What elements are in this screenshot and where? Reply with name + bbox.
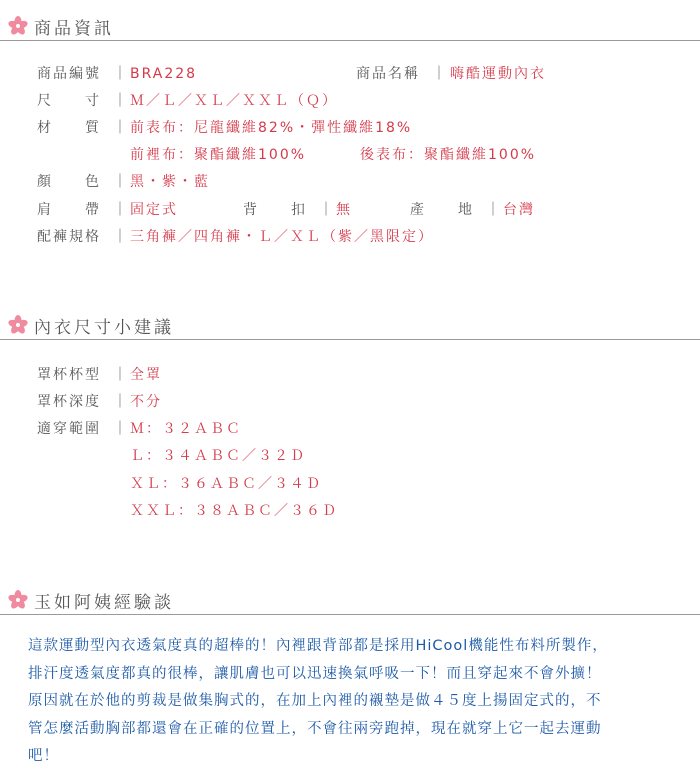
value-fit-range-l: Ｌ：３４ＡＢＣ／３２Ｄ xyxy=(130,448,306,464)
value-cup-type: 全罩 xyxy=(130,367,162,383)
row-fit-range xyxy=(0,419,700,439)
separator: ｜ xyxy=(319,202,335,218)
section-title: 玉如阿姨經驗談 xyxy=(34,593,174,613)
review-line: 吧！ xyxy=(28,748,59,764)
value-fit-range-xl: ＸＬ：３６ＡＢＣ／３４Ｄ xyxy=(130,476,322,492)
value-fit-range-m: Ｍ：３２ＡＢＣ xyxy=(130,421,242,437)
value-material-front-outer: 前表布：尼龍纖維82%・彈性纖維18% xyxy=(130,120,413,136)
separator: ｜ xyxy=(113,120,129,136)
label-size: 尺 寸 xyxy=(37,93,101,109)
row-panty xyxy=(0,227,700,247)
value-clasp: 無 xyxy=(336,202,352,218)
label-product-code: 商品編號 xyxy=(37,66,101,82)
value-origin: 台灣 xyxy=(503,202,535,218)
row-cup-depth xyxy=(0,392,700,412)
value-cup-depth: 不分 xyxy=(130,394,162,410)
row-material xyxy=(0,118,700,138)
separator: ｜ xyxy=(113,394,129,410)
label-origin: 產 地 xyxy=(410,202,474,218)
separator: ｜ xyxy=(113,229,129,245)
row-product-code xyxy=(0,64,700,84)
separator: ｜ xyxy=(113,421,129,437)
review-text xyxy=(28,633,676,771)
label-panty: 配褲規格 xyxy=(37,229,101,245)
section-title: 內衣尺寸小建議 xyxy=(34,318,174,338)
sakura-flower-icon xyxy=(8,16,28,36)
label-cup-depth: 罩杯深度 xyxy=(37,394,101,410)
review-line: 原因就在於他的剪裁是做集胸式的，在加上內裡的襯墊是做４５度上揚固定式的，不 xyxy=(28,693,602,709)
value-color: 黑・紫・藍 xyxy=(130,174,210,190)
label-material: 材 質 xyxy=(37,120,101,136)
separator: ｜ xyxy=(113,367,129,383)
row-strap-clasp-origin xyxy=(0,200,700,220)
row-size xyxy=(0,91,700,111)
value-product-code: BRA228 xyxy=(130,66,198,82)
review-line: 排汗度透氣度都真的很棒，讓肌膚也可以迅速換氣呼吸一下！而且穿起來不會外擴！ xyxy=(28,665,602,682)
review-line: 管怎麼活動胸部都還會在正確的位置上，不會往兩旁跑掉，現在就穿上它一起去運動 xyxy=(28,720,602,737)
row-fit-range xyxy=(0,474,700,494)
row-material-2 xyxy=(0,145,700,165)
label-clasp: 背 扣 xyxy=(243,202,307,218)
separator: ｜ xyxy=(432,66,448,82)
review-line: 這款運動型內衣透氣度真的超棒的！內裡跟背部都是採用HiCool機能性布料所製作， xyxy=(28,638,608,654)
value-strap: 固定式 xyxy=(130,202,178,218)
value-size: Ｍ／Ｌ／ＸＬ／ＸＸＬ（Ｑ） xyxy=(130,93,338,109)
row-cup-type xyxy=(0,365,700,385)
value-fit-range-xxl: ＸＸＬ：３８ＡＢＣ／３６Ｄ xyxy=(130,503,338,519)
separator: ｜ xyxy=(113,93,129,109)
label-strap: 肩 帶 xyxy=(37,202,101,218)
separator: ｜ xyxy=(113,202,129,218)
label-cup-type: 罩杯杯型 xyxy=(37,367,101,383)
section-header-product-info xyxy=(0,12,700,41)
row-fit-range xyxy=(0,501,700,521)
label-product-name: 商品名稱 xyxy=(356,66,420,82)
value-product-name: 嗨酷運動內衣 xyxy=(450,66,546,82)
separator: ｜ xyxy=(113,66,129,82)
section-title: 商品資訊 xyxy=(34,19,114,39)
section-header-review xyxy=(0,586,700,615)
sakura-flower-icon xyxy=(8,315,28,335)
label-fit-range: 適穿範圍 xyxy=(37,421,101,437)
sakura-flower-icon xyxy=(8,590,28,610)
value-panty: 三角褲／四角褲・Ｌ／ＸＬ（紫／黑限定） xyxy=(130,229,434,245)
row-color xyxy=(0,172,700,192)
label-color: 顏 色 xyxy=(37,174,101,190)
section-header-size-advice xyxy=(0,311,700,340)
value-material-front-lining: 前裡布：聚酯纖維100% xyxy=(130,147,307,163)
row-fit-range xyxy=(0,446,700,466)
separator: ｜ xyxy=(486,202,502,218)
value-material-back-outer: 後表布：聚酯纖維100% xyxy=(360,147,537,163)
separator: ｜ xyxy=(113,174,129,190)
